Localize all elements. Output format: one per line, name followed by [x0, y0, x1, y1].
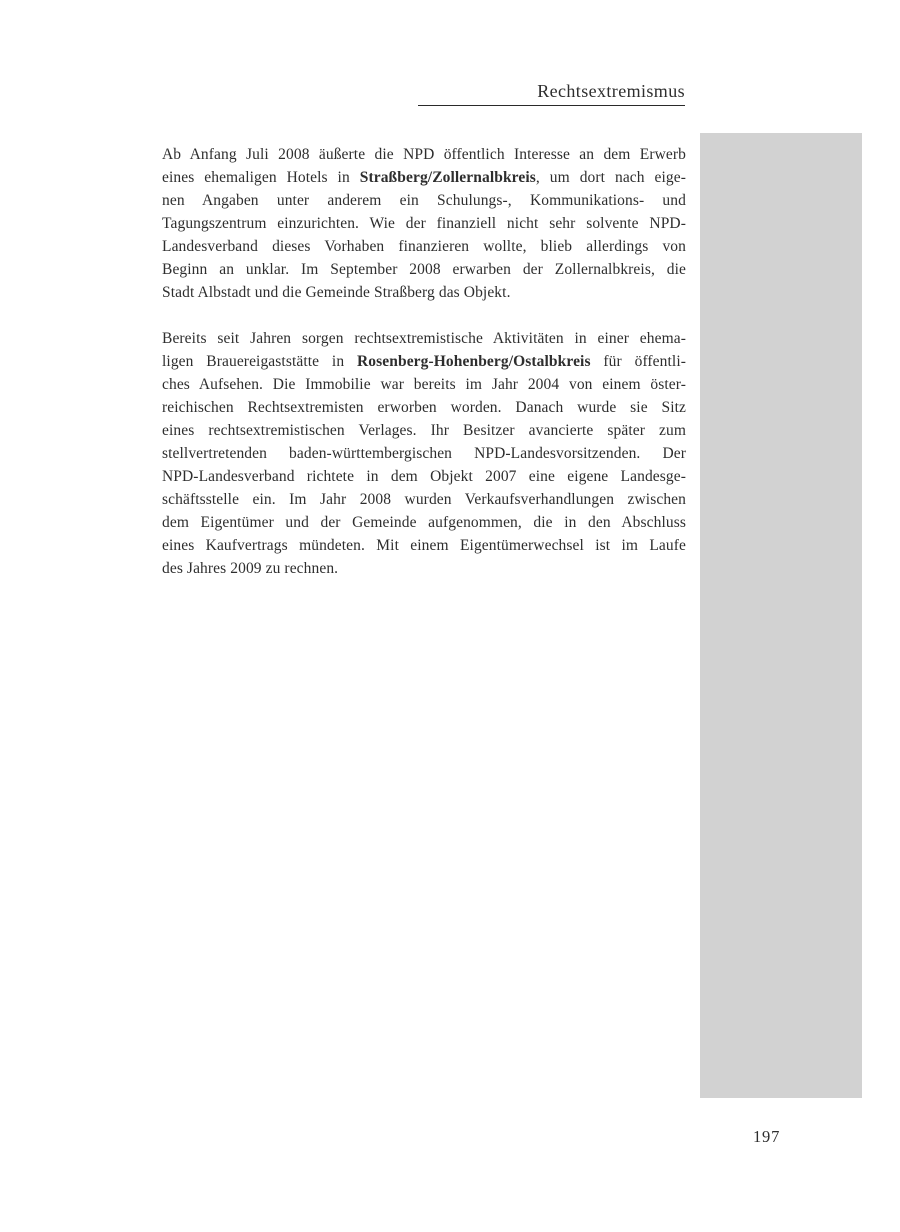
text-line: [162, 396, 686, 419]
text-segment: eines rechtsextremistischen Verlages. Ihr Besitzer avancierte später zum: [162, 422, 686, 439]
text-line: [162, 189, 686, 212]
text-segment: dem Eigentümer und der Gemeinde aufgenommen, die in den Abschluss: [162, 514, 686, 531]
place-name-bold: Straßberg/Zollernalbkreis: [359, 169, 536, 186]
text-segment: nen Angaben unter anderem ein Schulungs-, Kommunikations- und: [162, 192, 686, 209]
running-header: [418, 81, 685, 106]
text-line: [162, 235, 686, 258]
margin-gray-block: [700, 133, 862, 1098]
text-segment: Stadt Albstadt und die Gemeinde Straßberg das Objekt.: [162, 284, 511, 301]
text-line: [162, 373, 686, 396]
text-segment: eines ehemaligen Hotels in: [162, 169, 360, 186]
text-line: [162, 281, 686, 304]
paragraph: [162, 327, 686, 580]
text-segment: reichischen Rechtsextremisten erworben worden. Danach wurde sie Sitz: [162, 399, 686, 416]
text-line: [162, 442, 686, 465]
text-segment: ligen Brauereigaststätte in: [162, 353, 357, 370]
text-segment: für öffentli-: [590, 353, 686, 370]
text-segment: Tagungszentrum einzurichten. Wie der finanziell nicht sehr solvente NPD-: [162, 215, 686, 232]
text-segment: Bereits seit Jahren sorgen rechtsextremistische Aktivitäten in einer ehema-: [162, 330, 686, 347]
body-text: [162, 143, 686, 580]
running-header-title: Rechtsextremismus: [537, 81, 685, 101]
text-line: [162, 350, 686, 373]
text-line: [162, 465, 686, 488]
paragraph: [162, 143, 686, 304]
text-line: [162, 419, 686, 442]
text-segment: Beginn an unklar. Im September 2008 erwarben der Zollernalbkreis, die: [162, 261, 686, 278]
text-segment: eines Kaufvertrags mündeten. Mit einem Eigentümerwechsel ist im Laufe: [162, 537, 686, 554]
text-line: [162, 212, 686, 235]
text-segment: schäftsstelle ein. Im Jahr 2008 wurden Verkaufsverhandlungen zwischen: [162, 491, 686, 508]
text-line: [162, 557, 686, 580]
place-name-bold: Rosenberg-Hohenberg/Ostalbkreis: [357, 353, 591, 370]
text-segment: , um dort nach eige-: [535, 169, 686, 186]
text-line: [162, 534, 686, 557]
text-line: [162, 488, 686, 511]
text-line: [162, 327, 686, 350]
text-segment: ches Aufsehen. Die Immobilie war bereits im Jahr 2004 von einem öster-: [162, 376, 686, 393]
text-segment: NPD-Landesverband richtete in dem Objekt 2007 eine eigene Landesge-: [162, 468, 686, 485]
text-segment: stellvertretenden baden-württembergischen NPD-Landesvorsitzenden. Der: [162, 445, 686, 462]
page-number: 197: [753, 1127, 781, 1146]
text-line: [162, 166, 686, 189]
text-line: [162, 258, 686, 281]
text-line: [162, 143, 686, 166]
text-segment: Landesverband dieses Vorhaben finanzieren wollte, blieb allerdings von: [162, 238, 686, 255]
text-segment: Ab Anfang Juli 2008 äußerte die NPD öffentlich Interesse an dem Erwerb: [162, 146, 686, 163]
text-line: [162, 511, 686, 534]
text-segment: des Jahres 2009 zu rechnen.: [162, 560, 339, 577]
